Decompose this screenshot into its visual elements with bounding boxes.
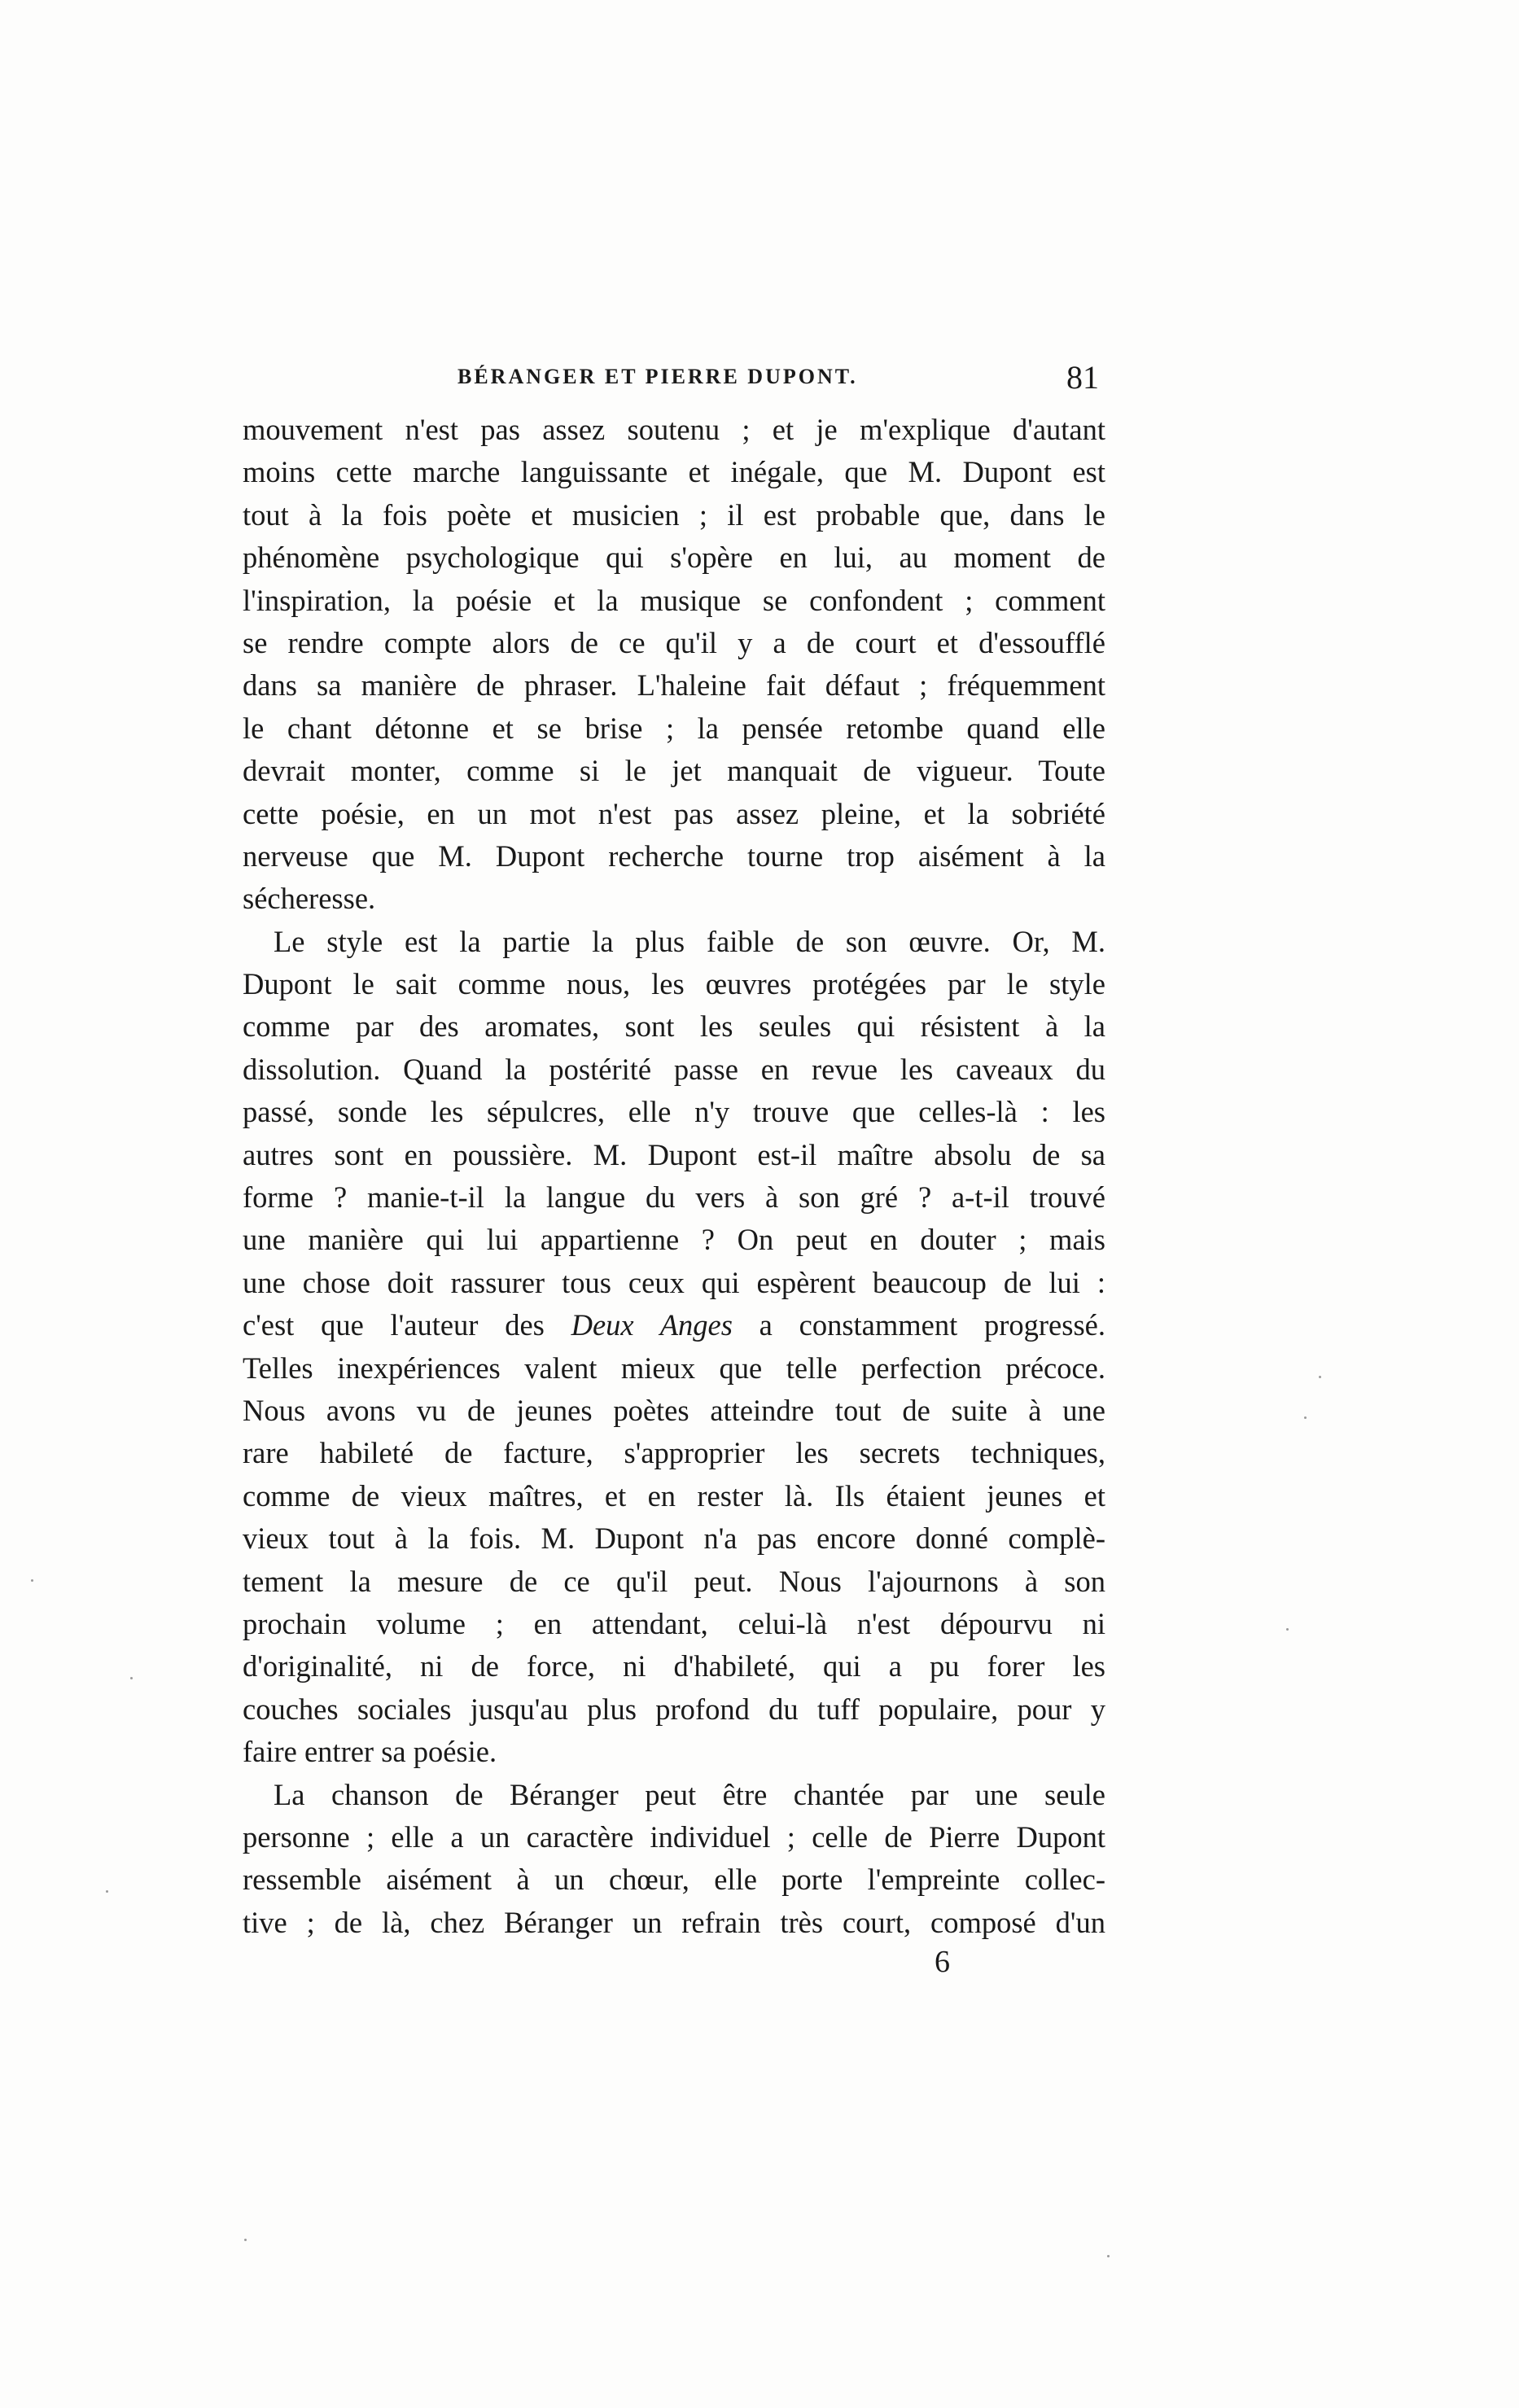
text-line: prochain volume ; en attendant, celui-là n'est dépourvu ni — [243, 1606, 1105, 1640]
text-line: comme par des aromates, sont les seules qui résistent à la — [243, 1009, 1105, 1044]
text-line: le chant détonne et se brise ; la pensée retombe quand elle — [243, 711, 1105, 745]
text-line: ressemble aisément à un chœur, elle porte l'empreinte collec- — [243, 1863, 1105, 1897]
text-line: une chose doit rassurer tous ceux qui espèrent beaucoup de lui : — [243, 1265, 1105, 1299]
text-line: Le style est la partie la plus faible de son œuvre. Or, M. — [274, 924, 1105, 958]
paper-speck — [106, 1890, 108, 1893]
paper-speck — [31, 1579, 33, 1582]
text-line: sécheresse. — [243, 882, 376, 916]
body-text — [243, 409, 1105, 1944]
text-line: autres sont en poussière. M. Dupont est-il maître absolu de sa — [243, 1137, 1105, 1171]
text-line: phénomène psychologique qui s'opère en lui, au moment de — [243, 541, 1105, 575]
text-line: l'inspiration, la poésie et la musique se confondent ; comment — [243, 583, 1105, 617]
paper-speck — [1319, 1376, 1321, 1378]
text-line: forme ? manie-t-il la langue du vers à son gré ? a-t-il trouvé — [243, 1180, 1105, 1215]
paper-speck — [244, 2239, 247, 2241]
text-line: personne ; elle a un caractère individuel ; celle de Pierre Dupont — [243, 1819, 1105, 1854]
text-line: dans sa manière de phraser. L'haleine fait défaut ; fréquemment — [243, 668, 1105, 703]
book-title: Deux Anges — [571, 1308, 733, 1342]
text-line: cette poésie, en un mot n'est pas assez pleine, et la sobriété — [243, 796, 1105, 830]
running-title: BÉRANGER ET PIERRE DUPONT. — [457, 365, 858, 388]
signature-mark: 6 — [935, 1945, 950, 1979]
paper-speck — [130, 1677, 133, 1679]
text-line: devrait monter, comme si le jet manquait de vigueur. Toute — [243, 754, 1105, 788]
text-line: comme de vieux maîtres, et en rester là. Ils étaient jeunes et — [243, 1478, 1105, 1513]
text-line: d'originalité, ni de force, ni d'habileté, qui a pu forer les — [243, 1649, 1105, 1683]
text-line: rare habileté de facture, s'approprier les secrets techniques, — [243, 1436, 1105, 1470]
text-line: se rendre compte alors de ce qu'il y a de court et d'essoufflé — [243, 625, 1105, 659]
text-line: moins cette marche languissante et inégale, que M. Dupont est — [243, 455, 1105, 489]
text-line-with-italic-title: c'est que l'auteur des Deux Anges a constamment progressé. — [243, 1308, 1105, 1342]
text-line: tive ; de là, chez Béranger un refrain très court, composé d'un — [243, 1905, 1105, 1939]
text-line: mouvement n'est pas assez soutenu ; et je m'explique d'autant — [243, 413, 1105, 446]
page-header — [243, 358, 1105, 407]
text-line: tout à la fois poète et musicien ; il est probable que, dans le — [243, 497, 1105, 532]
paper-speck — [1286, 1628, 1289, 1631]
text-line: nerveuse que M. Dupont recherche tourne trop aisément à la — [243, 838, 1105, 873]
text-line: Dupont le sait comme nous, les œuvres protégées par le style — [243, 967, 1105, 1001]
text-line: Nous avons vu de jeunes poètes atteindre tout de suite à une — [243, 1393, 1105, 1427]
text-line: vieux tout à la fois. M. Dupont n'a pas encore donné complè- — [243, 1521, 1105, 1556]
text-line: dissolution. Quand la postérité passe en revue les caveaux du — [243, 1052, 1105, 1086]
paper-speck — [1304, 1416, 1307, 1419]
text-line: une manière qui lui appartienne ? On peut en douter ; mais — [243, 1223, 1105, 1257]
page-number: 81 — [1066, 359, 1099, 396]
text-line: couches sociales jusqu'au plus profond du tuff populaire, pour y — [243, 1692, 1105, 1726]
text-line: La chanson de Béranger peut être chantée par une seule — [274, 1777, 1105, 1811]
paper-speck — [1107, 2255, 1110, 2257]
text-line: Telles inexpériences valent mieux que telle perfection précoce. — [243, 1351, 1105, 1385]
text-line: faire entrer sa poésie. — [243, 1735, 497, 1769]
text-line: passé, sonde les sépulcres, elle n'y trouve que celles-là : les — [243, 1095, 1105, 1129]
text-line: tement la mesure de ce qu'il peut. Nous l'ajournons à son — [243, 1564, 1105, 1598]
